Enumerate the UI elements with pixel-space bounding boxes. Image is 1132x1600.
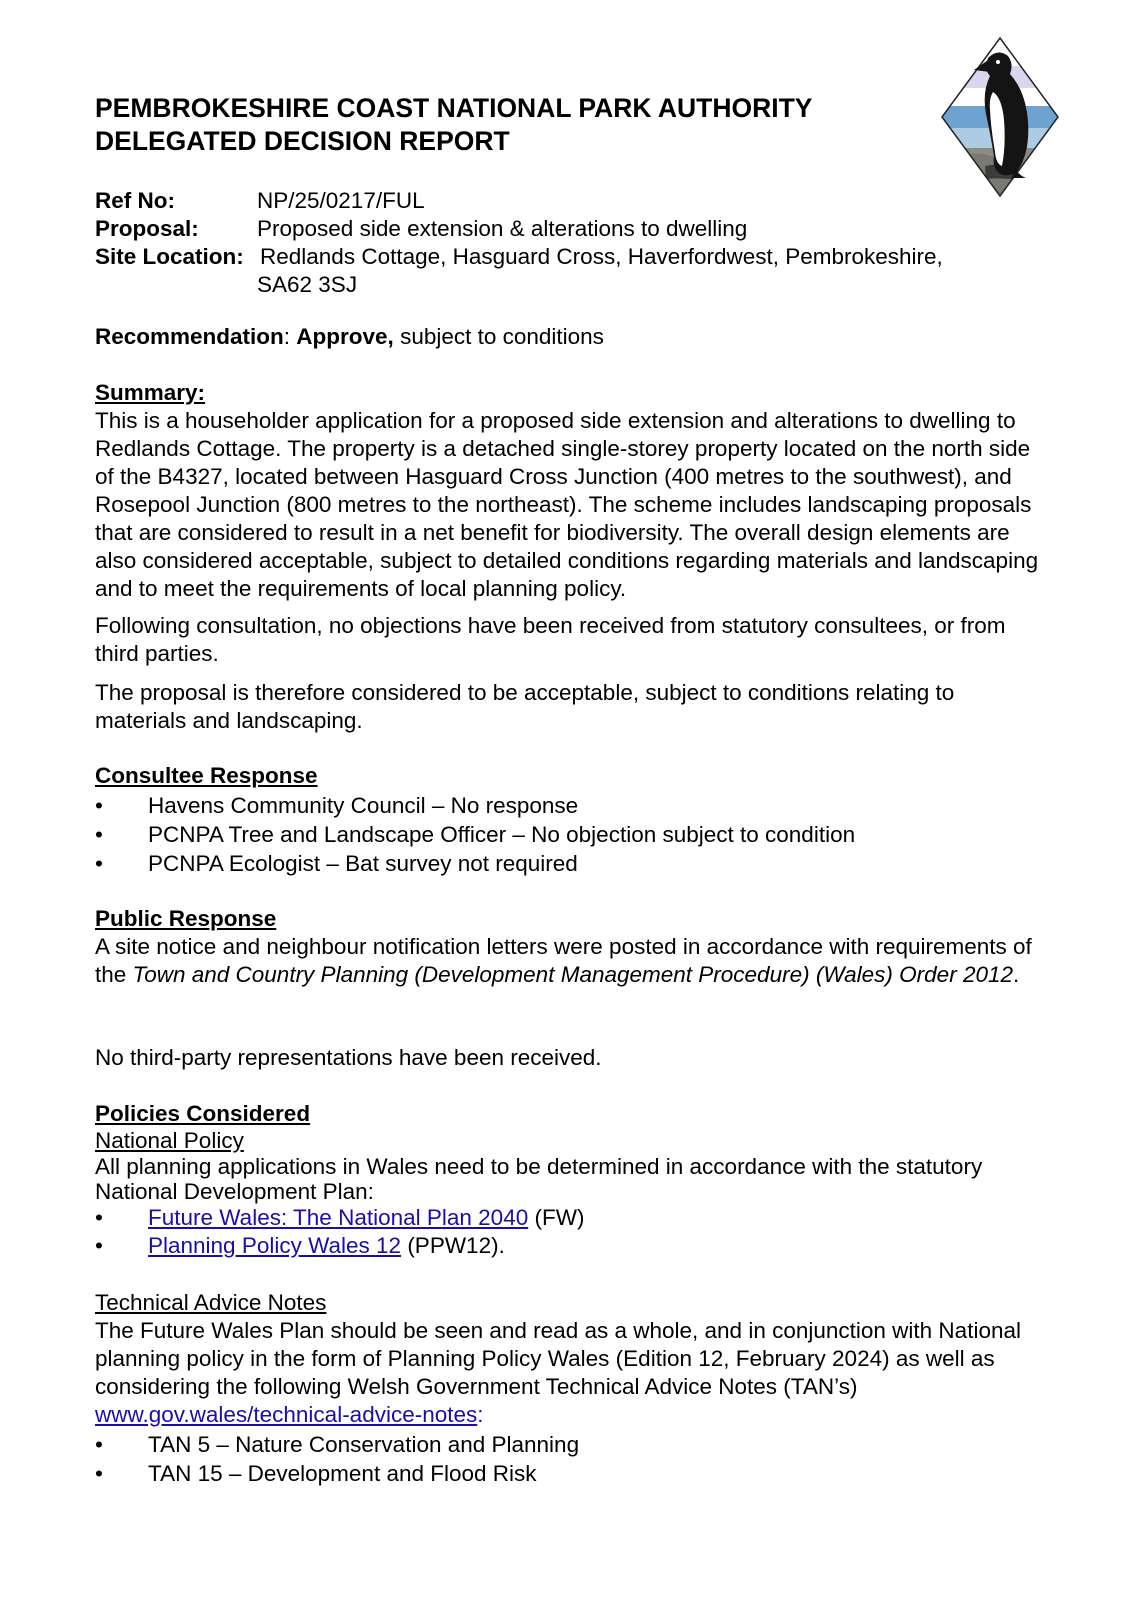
tan-list: [95, 1430, 1040, 1488]
national-policy-list: [95, 1204, 1040, 1260]
future-wales-link[interactable]: Future Wales: The National Plan 2040: [148, 1205, 529, 1230]
summary-paragraph-1: This is a householder application for a proposed side extension and alterations to dwelling to Redlands Cottage. The property is a detached single-storey property located on the north side of the B4327, located between Hasguard Cross Junction (400 metres to the southwest), and Rosepool Junction (800 metres to the northeast). The scheme includes landscaping proposals that are considered to result in a net benefit for biodiversity. The overall design elements are also considered acceptable, subject to detailed conditions regarding materials and landscaping and to meet the requirements of local planning policy.: [95, 408, 1039, 601]
national-policy-text: All planning applications in Wales need to be determined in accordance with the statutory National Development Plan:: [95, 1154, 983, 1204]
site-row: [95, 243, 943, 299]
ref-label: Ref No:: [95, 188, 175, 213]
public-paragraph-2: No third-party representations have been received.: [95, 1045, 602, 1070]
recommendation: [95, 323, 1040, 351]
public-order-title: Town and Country Planning (Development Management Procedure) (Wales) Order 2012: [132, 962, 1013, 987]
proposal-row: [95, 215, 943, 243]
tan-subheading: Technical Advice Notes: [95, 1290, 327, 1315]
list-item: • PCNPA Tree and Landscape Officer – No objection subject to condition: [95, 820, 1040, 849]
public-text-after: .: [1013, 962, 1020, 987]
ref-value: NP/25/0217/FUL: [257, 188, 425, 213]
planning-policy-wales-link[interactable]: Planning Policy Wales 12: [148, 1233, 402, 1258]
consultee-list: [95, 791, 1040, 878]
recommendation-rest: subject to conditions: [393, 324, 604, 349]
national-policy-subheading: National Policy: [95, 1128, 244, 1153]
public-heading: Public Response: [95, 906, 277, 931]
list-item: [95, 1232, 1040, 1260]
list-item: • TAN 5 – Nature Conservation and Planning: [95, 1430, 1040, 1459]
tan-link[interactable]: www.gov.wales/technical-advice-notes: [95, 1402, 478, 1427]
application-details: [95, 187, 943, 299]
site-value-line-2: SA62 3SJ: [257, 272, 358, 297]
site-label: Site Location:: [95, 244, 244, 269]
public-paragraph-2-block: [95, 1044, 1040, 1072]
recommendation-label: Recommendation: [95, 324, 284, 349]
puffin-logo-icon: [940, 36, 1060, 198]
list-item: • PCNPA Ecologist – Bat survey not required: [95, 849, 1040, 878]
tan-section: [95, 1289, 1040, 1488]
list-item: [95, 1204, 1040, 1232]
summary-paragraph-2-block: [95, 612, 1040, 668]
tan-link-suffix: :: [477, 1402, 484, 1427]
proposal-label: Proposal:: [95, 216, 199, 241]
recommendation-decision: Approve,: [296, 324, 394, 349]
public-section: [95, 905, 1040, 989]
policies-heading: Policies Considered: [95, 1101, 311, 1126]
summary-section: [95, 379, 1040, 603]
summary-paragraph-2: Following consultation, no objections have been received from statutory consultees, or from third parties.: [95, 613, 1006, 666]
future-wales-suffix: (FW): [528, 1205, 585, 1230]
summary-paragraph-3-block: [95, 679, 1040, 735]
consultee-heading: Consultee Response: [95, 763, 318, 788]
ref-row: [95, 187, 943, 215]
report-title: [95, 92, 812, 158]
policies-section: [95, 1100, 1040, 1260]
list-item: • Havens Community Council – No response: [95, 791, 1040, 820]
recommendation-colon: :: [283, 324, 297, 349]
list-item: • TAN 15 – Development and Flood Risk: [95, 1459, 1040, 1488]
tan-link-line: [95, 1401, 1040, 1429]
proposal-value: Proposed side extension & alterations to dwelling: [257, 216, 748, 241]
consultee-section: [95, 762, 1040, 878]
tan-text: The Future Wales Plan should be seen and read as a whole, and in conjunction with National planning policy in the form of Planning Policy Wales (Edition 12, February 2024) as well as considering the following Welsh Government Technical Advice Notes (TAN’s): [95, 1318, 1021, 1399]
summary-paragraph-3: The proposal is therefore considered to be acceptable, subject to conditions relating to materials and landscaping.: [95, 680, 955, 733]
site-value-line-1: Redlands Cottage, Hasguard Cross, Haverfordwest, Pembrokeshire,: [260, 244, 943, 269]
title-line-2: DELEGATED DECISION REPORT: [95, 126, 510, 156]
summary-heading: Summary:: [95, 380, 206, 405]
planning-policy-wales-suffix: (PPW12).: [401, 1233, 505, 1258]
public-text-before: A site notice and neighbour notification letters were posted in accordance with requirements of the: [95, 934, 1032, 987]
site-value: [257, 243, 943, 299]
public-paragraph-1: [95, 933, 1040, 989]
title-line-1: PEMBROKESHIRE COAST NATIONAL PARK AUTHORITY: [95, 93, 813, 123]
